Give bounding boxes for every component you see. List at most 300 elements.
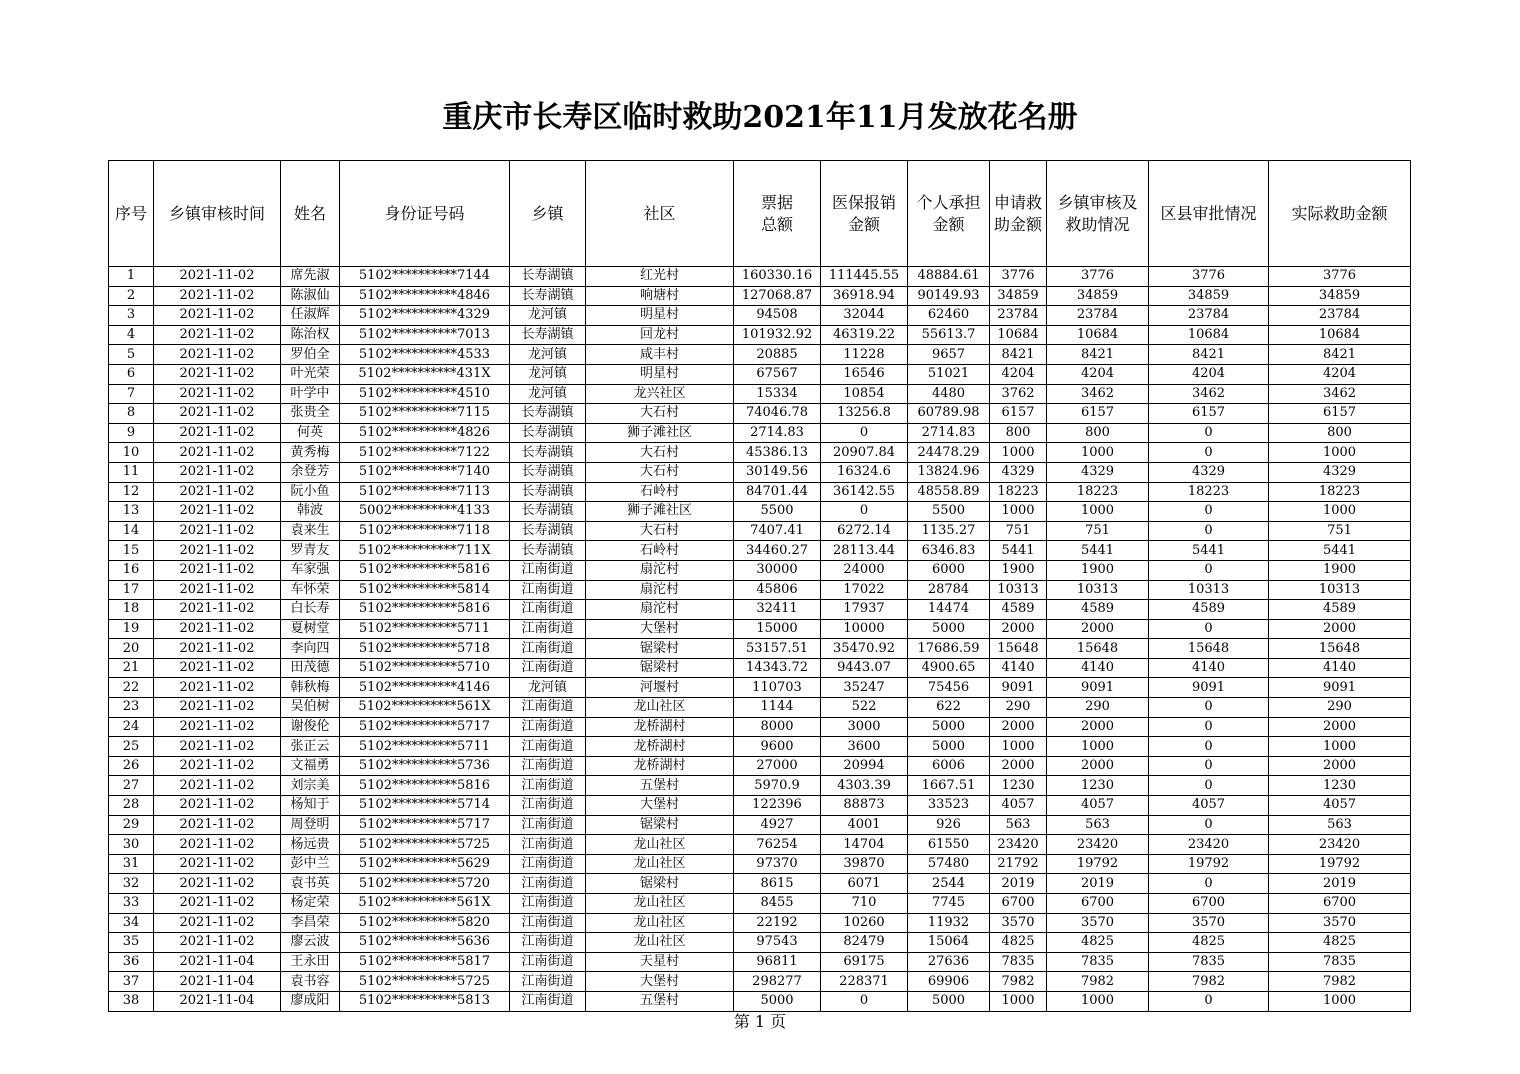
cell-col-personal-burden: 33523 <box>908 796 990 816</box>
table-row <box>109 502 1411 522</box>
cell-col-review-date: 2021-11-02 <box>154 325 281 345</box>
cell-col-review-date: 2021-11-02 <box>154 619 281 639</box>
table-row <box>109 267 1411 287</box>
cell-col-town: 江南街道 <box>510 796 586 816</box>
cell-col-name: 周登明 <box>281 815 340 835</box>
cell-col-index: 13 <box>109 502 154 522</box>
cell-col-name: 彭中兰 <box>281 854 340 874</box>
cell-col-bill-total: 7407.41 <box>734 521 821 541</box>
cell-col-personal-burden: 6000 <box>908 560 990 580</box>
cell-col-town: 江南街道 <box>510 717 586 737</box>
cell-col-town-review: 8421 <box>1047 345 1149 365</box>
cell-col-district-approval: 15648 <box>1149 639 1269 659</box>
header-col-id-number: 身份证号码 <box>340 161 510 267</box>
cell-col-actual-amount: 2000 <box>1269 619 1411 639</box>
cell-col-bill-total: 76254 <box>734 835 821 855</box>
cell-col-bill-total: 34460.27 <box>734 541 821 561</box>
cell-col-insurance-reimbursed: 16546 <box>821 364 908 384</box>
cell-col-community: 锯梁村 <box>586 815 734 835</box>
cell-col-id-number: 5102**********4846 <box>340 286 510 306</box>
cell-col-name: 阮小鱼 <box>281 482 340 502</box>
cell-col-town-review: 18223 <box>1047 482 1149 502</box>
cell-col-actual-amount: 5441 <box>1269 541 1411 561</box>
cell-col-index: 14 <box>109 521 154 541</box>
table-row <box>109 991 1411 1011</box>
table-row <box>109 306 1411 326</box>
cell-col-personal-burden: 15064 <box>908 933 990 953</box>
cell-col-town: 长寿湖镇 <box>510 462 586 482</box>
cell-col-actual-amount: 8421 <box>1269 345 1411 365</box>
cell-col-review-date: 2021-11-02 <box>154 364 281 384</box>
cell-col-review-date: 2021-11-02 <box>154 580 281 600</box>
cell-col-bill-total: 84701.44 <box>734 482 821 502</box>
cell-col-district-approval: 6157 <box>1149 404 1269 424</box>
cell-col-id-number: 5102**********5817 <box>340 952 510 972</box>
cell-col-index: 5 <box>109 345 154 365</box>
cell-col-name: 陈淑仙 <box>281 286 340 306</box>
cell-col-actual-amount: 751 <box>1269 521 1411 541</box>
cell-col-name: 罗伯全 <box>281 345 340 365</box>
cell-col-actual-amount: 2000 <box>1269 717 1411 737</box>
cell-col-id-number: 5102**********4533 <box>340 345 510 365</box>
cell-col-personal-burden: 5000 <box>908 619 990 639</box>
cell-col-name: 叶学中 <box>281 384 340 404</box>
cell-col-review-date: 2021-11-02 <box>154 286 281 306</box>
header-col-town-review: 乡镇审核及 救助情况 <box>1047 161 1149 267</box>
cell-col-district-approval: 10313 <box>1149 580 1269 600</box>
cell-col-town-review: 2000 <box>1047 619 1149 639</box>
cell-col-town: 长寿湖镇 <box>510 482 586 502</box>
cell-col-insurance-reimbursed: 0 <box>821 423 908 443</box>
cell-col-applied-amount: 800 <box>990 423 1047 443</box>
cell-col-community: 红光村 <box>586 267 734 287</box>
table-row <box>109 894 1411 914</box>
cell-col-id-number: 5102**********4510 <box>340 384 510 404</box>
cell-col-town: 长寿湖镇 <box>510 502 586 522</box>
cell-col-community: 龙桥湖村 <box>586 717 734 737</box>
cell-col-insurance-reimbursed: 522 <box>821 698 908 718</box>
cell-col-personal-burden: 4480 <box>908 384 990 404</box>
cell-col-index: 28 <box>109 796 154 816</box>
cell-col-actual-amount: 18223 <box>1269 482 1411 502</box>
cell-col-index: 30 <box>109 835 154 855</box>
cell-col-personal-burden: 6346.83 <box>908 541 990 561</box>
cell-col-district-approval: 34859 <box>1149 286 1269 306</box>
cell-col-applied-amount: 4204 <box>990 364 1047 384</box>
header-col-community: 社区 <box>586 161 734 267</box>
cell-col-town-review: 1000 <box>1047 502 1149 522</box>
cell-col-applied-amount: 1000 <box>990 443 1047 463</box>
cell-col-index: 18 <box>109 600 154 620</box>
cell-col-bill-total: 96811 <box>734 952 821 972</box>
cell-col-index: 37 <box>109 972 154 992</box>
table-row <box>109 286 1411 306</box>
cell-col-bill-total: 8455 <box>734 894 821 914</box>
cell-col-index: 31 <box>109 854 154 874</box>
cell-col-bill-total: 1144 <box>734 698 821 718</box>
cell-col-index: 16 <box>109 560 154 580</box>
cell-col-review-date: 2021-11-02 <box>154 756 281 776</box>
cell-col-district-approval: 3776 <box>1149 267 1269 287</box>
cell-col-town: 江南街道 <box>510 815 586 835</box>
cell-col-actual-amount: 2019 <box>1269 874 1411 894</box>
cell-col-personal-burden: 6006 <box>908 756 990 776</box>
cell-col-community: 扇沱村 <box>586 560 734 580</box>
cell-col-name: 谢俊伦 <box>281 717 340 737</box>
cell-col-review-date: 2021-11-02 <box>154 894 281 914</box>
cell-col-town-review: 6157 <box>1047 404 1149 424</box>
cell-col-index: 4 <box>109 325 154 345</box>
cell-col-community: 龙山社区 <box>586 933 734 953</box>
cell-col-bill-total: 9600 <box>734 737 821 757</box>
cell-col-community: 扇沱村 <box>586 580 734 600</box>
table-row <box>109 796 1411 816</box>
cell-col-id-number: 5102**********5725 <box>340 972 510 992</box>
cell-col-bill-total: 4927 <box>734 815 821 835</box>
cell-col-personal-burden: 5000 <box>908 991 990 1011</box>
cell-col-actual-amount: 1000 <box>1269 991 1411 1011</box>
header-col-applied-amount: 申请救 助金额 <box>990 161 1047 267</box>
relief-roster-table <box>108 160 1411 1012</box>
cell-col-town: 龙河镇 <box>510 345 586 365</box>
cell-col-insurance-reimbursed: 4303.39 <box>821 776 908 796</box>
cell-col-town-review: 10684 <box>1047 325 1149 345</box>
cell-col-index: 33 <box>109 894 154 914</box>
cell-col-personal-burden: 4900.65 <box>908 658 990 678</box>
cell-col-insurance-reimbursed: 24000 <box>821 560 908 580</box>
cell-col-insurance-reimbursed: 3600 <box>821 737 908 757</box>
table-row <box>109 384 1411 404</box>
cell-col-insurance-reimbursed: 6071 <box>821 874 908 894</box>
cell-col-applied-amount: 2019 <box>990 874 1047 894</box>
cell-col-applied-amount: 10684 <box>990 325 1047 345</box>
cell-col-actual-amount: 10313 <box>1269 580 1411 600</box>
cell-col-name: 罗青友 <box>281 541 340 561</box>
cell-col-actual-amount: 290 <box>1269 698 1411 718</box>
cell-col-community: 大堡村 <box>586 619 734 639</box>
cell-col-actual-amount: 34859 <box>1269 286 1411 306</box>
cell-col-index: 1 <box>109 267 154 287</box>
cell-col-id-number: 5102**********7013 <box>340 325 510 345</box>
cell-col-index: 2 <box>109 286 154 306</box>
cell-col-bill-total: 22192 <box>734 913 821 933</box>
cell-col-applied-amount: 9091 <box>990 678 1047 698</box>
cell-col-applied-amount: 1900 <box>990 560 1047 580</box>
cell-col-personal-burden: 622 <box>908 698 990 718</box>
cell-col-community: 大石村 <box>586 462 734 482</box>
cell-col-name: 陈治权 <box>281 325 340 345</box>
cell-col-name: 黄秀梅 <box>281 443 340 463</box>
cell-col-id-number: 5102**********7122 <box>340 443 510 463</box>
cell-col-district-approval: 4204 <box>1149 364 1269 384</box>
cell-col-insurance-reimbursed: 14704 <box>821 835 908 855</box>
cell-col-actual-amount: 3462 <box>1269 384 1411 404</box>
cell-col-district-approval: 4589 <box>1149 600 1269 620</box>
cell-col-town-review: 1000 <box>1047 443 1149 463</box>
cell-col-community: 龙山社区 <box>586 894 734 914</box>
cell-col-applied-amount: 15648 <box>990 639 1047 659</box>
cell-col-town-review: 9091 <box>1047 678 1149 698</box>
cell-col-actual-amount: 1900 <box>1269 560 1411 580</box>
cell-col-insurance-reimbursed: 0 <box>821 502 908 522</box>
cell-col-bill-total: 27000 <box>734 756 821 776</box>
cell-col-name: 田茂德 <box>281 658 340 678</box>
cell-col-applied-amount: 34859 <box>990 286 1047 306</box>
cell-col-index: 15 <box>109 541 154 561</box>
cell-col-community: 锯梁村 <box>586 874 734 894</box>
cell-col-index: 26 <box>109 756 154 776</box>
cell-col-index: 23 <box>109 698 154 718</box>
cell-col-applied-amount: 751 <box>990 521 1047 541</box>
table-row <box>109 619 1411 639</box>
cell-col-applied-amount: 290 <box>990 698 1047 718</box>
cell-col-community: 大堡村 <box>586 972 734 992</box>
cell-col-community: 咸丰村 <box>586 345 734 365</box>
cell-col-town: 江南街道 <box>510 580 586 600</box>
header-col-town: 乡镇 <box>510 161 586 267</box>
cell-col-bill-total: 8615 <box>734 874 821 894</box>
cell-col-review-date: 2021-11-04 <box>154 952 281 972</box>
cell-col-town-review: 23420 <box>1047 835 1149 855</box>
cell-col-id-number: 5102**********5816 <box>340 600 510 620</box>
cell-col-name: 席先淑 <box>281 267 340 287</box>
cell-col-community: 扇沱村 <box>586 600 734 620</box>
cell-col-insurance-reimbursed: 46319.22 <box>821 325 908 345</box>
cell-col-personal-burden: 55613.7 <box>908 325 990 345</box>
cell-col-bill-total: 14343.72 <box>734 658 821 678</box>
cell-col-name: 袁书英 <box>281 874 340 894</box>
cell-col-town: 江南街道 <box>510 894 586 914</box>
cell-col-town-review: 800 <box>1047 423 1149 443</box>
table-row <box>109 364 1411 384</box>
cell-col-actual-amount: 3776 <box>1269 267 1411 287</box>
cell-col-bill-total: 97370 <box>734 854 821 874</box>
cell-col-id-number: 5102**********5711 <box>340 619 510 639</box>
cell-col-town: 长寿湖镇 <box>510 267 586 287</box>
cell-col-review-date: 2021-11-02 <box>154 698 281 718</box>
cell-col-community: 大堡村 <box>586 796 734 816</box>
cell-col-name: 文福勇 <box>281 756 340 776</box>
cell-col-name: 余登芳 <box>281 462 340 482</box>
cell-col-bill-total: 110703 <box>734 678 821 698</box>
cell-col-applied-amount: 3776 <box>990 267 1047 287</box>
cell-col-personal-burden: 57480 <box>908 854 990 874</box>
cell-col-insurance-reimbursed: 32044 <box>821 306 908 326</box>
cell-col-town-review: 1000 <box>1047 737 1149 757</box>
cell-col-community: 狮子滩社区 <box>586 502 734 522</box>
table-header-row <box>109 161 1411 267</box>
cell-col-town: 江南街道 <box>510 835 586 855</box>
cell-col-id-number: 5102**********5717 <box>340 717 510 737</box>
header-col-district-approval: 区县审批情况 <box>1149 161 1269 267</box>
cell-col-bill-total: 74046.78 <box>734 404 821 424</box>
cell-col-insurance-reimbursed: 35247 <box>821 678 908 698</box>
cell-col-applied-amount: 18223 <box>990 482 1047 502</box>
cell-col-review-date: 2021-11-02 <box>154 267 281 287</box>
cell-col-town-review: 2000 <box>1047 717 1149 737</box>
cell-col-bill-total: 32411 <box>734 600 821 620</box>
cell-col-id-number: 5102**********5720 <box>340 874 510 894</box>
cell-col-applied-amount: 6700 <box>990 894 1047 914</box>
table-row <box>109 443 1411 463</box>
cell-col-id-number: 5102**********4146 <box>340 678 510 698</box>
cell-col-town-review: 1900 <box>1047 560 1149 580</box>
cell-col-id-number: 5102**********561X <box>340 894 510 914</box>
cell-col-community: 龙兴社区 <box>586 384 734 404</box>
cell-col-community: 五堡村 <box>586 776 734 796</box>
cell-col-name: 杨远贵 <box>281 835 340 855</box>
cell-col-applied-amount: 7982 <box>990 972 1047 992</box>
cell-col-town-review: 3776 <box>1047 267 1149 287</box>
cell-col-index: 34 <box>109 913 154 933</box>
cell-col-insurance-reimbursed: 9443.07 <box>821 658 908 678</box>
cell-col-district-approval: 5441 <box>1149 541 1269 561</box>
cell-col-applied-amount: 4589 <box>990 600 1047 620</box>
cell-col-id-number: 5102**********431X <box>340 364 510 384</box>
cell-col-review-date: 2021-11-02 <box>154 345 281 365</box>
cell-col-town-review: 3462 <box>1047 384 1149 404</box>
cell-col-community: 龙桥湖村 <box>586 737 734 757</box>
cell-col-review-date: 2021-11-04 <box>154 991 281 1011</box>
cell-col-index: 6 <box>109 364 154 384</box>
cell-col-town: 长寿湖镇 <box>510 521 586 541</box>
cell-col-personal-burden: 1135.27 <box>908 521 990 541</box>
cell-col-name: 韩秋梅 <box>281 678 340 698</box>
cell-col-town-review: 10313 <box>1047 580 1149 600</box>
cell-col-community: 狮子滩社区 <box>586 423 734 443</box>
cell-col-id-number: 5002**********4133 <box>340 502 510 522</box>
cell-col-applied-amount: 5441 <box>990 541 1047 561</box>
cell-col-personal-burden: 11932 <box>908 913 990 933</box>
cell-col-community: 龙山社区 <box>586 913 734 933</box>
cell-col-applied-amount: 23420 <box>990 835 1047 855</box>
cell-col-bill-total: 127068.87 <box>734 286 821 306</box>
cell-col-applied-amount: 7835 <box>990 952 1047 972</box>
cell-col-applied-amount: 4329 <box>990 462 1047 482</box>
cell-col-personal-burden: 13824.96 <box>908 462 990 482</box>
cell-col-id-number: 5102**********4826 <box>340 423 510 443</box>
cell-col-bill-total: 5000 <box>734 991 821 1011</box>
cell-col-review-date: 2021-11-02 <box>154 796 281 816</box>
cell-col-community: 锯梁村 <box>586 639 734 659</box>
cell-col-actual-amount: 4057 <box>1269 796 1411 816</box>
cell-col-index: 20 <box>109 639 154 659</box>
cell-col-personal-burden: 28784 <box>908 580 990 600</box>
cell-col-insurance-reimbursed: 20907.84 <box>821 443 908 463</box>
cell-col-actual-amount: 10684 <box>1269 325 1411 345</box>
cell-col-name: 杨定荣 <box>281 894 340 914</box>
cell-col-town: 龙河镇 <box>510 364 586 384</box>
cell-col-actual-amount: 6157 <box>1269 404 1411 424</box>
table-row <box>109 541 1411 561</box>
cell-col-town: 龙河镇 <box>510 384 586 404</box>
cell-col-insurance-reimbursed: 11228 <box>821 345 908 365</box>
cell-col-review-date: 2021-11-02 <box>154 560 281 580</box>
cell-col-personal-burden: 51021 <box>908 364 990 384</box>
cell-col-insurance-reimbursed: 35470.92 <box>821 639 908 659</box>
cell-col-review-date: 2021-11-02 <box>154 913 281 933</box>
cell-col-id-number: 5102**********5629 <box>340 854 510 874</box>
cell-col-review-date: 2021-11-02 <box>154 600 281 620</box>
cell-col-personal-burden: 90149.93 <box>908 286 990 306</box>
cell-col-personal-burden: 61550 <box>908 835 990 855</box>
cell-col-bill-total: 15334 <box>734 384 821 404</box>
cell-col-applied-amount: 10313 <box>990 580 1047 600</box>
cell-col-town: 长寿湖镇 <box>510 541 586 561</box>
cell-col-town: 龙河镇 <box>510 306 586 326</box>
cell-col-review-date: 2021-11-02 <box>154 678 281 698</box>
cell-col-bill-total: 20885 <box>734 345 821 365</box>
cell-col-community: 龙桥湖村 <box>586 756 734 776</box>
cell-col-index: 12 <box>109 482 154 502</box>
cell-col-insurance-reimbursed: 228371 <box>821 972 908 992</box>
cell-col-insurance-reimbursed: 36918.94 <box>821 286 908 306</box>
cell-col-actual-amount: 2000 <box>1269 756 1411 776</box>
table-row <box>109 325 1411 345</box>
cell-col-name: 张贵全 <box>281 404 340 424</box>
cell-col-id-number: 5102**********7118 <box>340 521 510 541</box>
cell-col-review-date: 2021-11-02 <box>154 443 281 463</box>
cell-col-district-approval: 0 <box>1149 502 1269 522</box>
table-row <box>109 933 1411 953</box>
cell-col-bill-total: 122396 <box>734 796 821 816</box>
cell-col-name: 张正云 <box>281 737 340 757</box>
cell-col-name: 李向四 <box>281 639 340 659</box>
cell-col-bill-total: 5500 <box>734 502 821 522</box>
cell-col-town: 长寿湖镇 <box>510 443 586 463</box>
cell-col-district-approval: 4825 <box>1149 933 1269 953</box>
cell-col-town-review: 5441 <box>1047 541 1149 561</box>
cell-col-index: 17 <box>109 580 154 600</box>
cell-col-town: 长寿湖镇 <box>510 325 586 345</box>
cell-col-personal-burden: 9657 <box>908 345 990 365</box>
cell-col-name: 叶光荣 <box>281 364 340 384</box>
cell-col-personal-burden: 60789.98 <box>908 404 990 424</box>
cell-col-index: 29 <box>109 815 154 835</box>
cell-col-community: 大石村 <box>586 443 734 463</box>
cell-col-actual-amount: 800 <box>1269 423 1411 443</box>
cell-col-index: 11 <box>109 462 154 482</box>
cell-col-town: 江南街道 <box>510 560 586 580</box>
cell-col-actual-amount: 4589 <box>1269 600 1411 620</box>
cell-col-name: 韩波 <box>281 502 340 522</box>
table-row <box>109 560 1411 580</box>
cell-col-town: 江南街道 <box>510 874 586 894</box>
cell-col-actual-amount: 9091 <box>1269 678 1411 698</box>
cell-col-index: 3 <box>109 306 154 326</box>
cell-col-district-approval: 0 <box>1149 521 1269 541</box>
table-row <box>109 776 1411 796</box>
cell-col-name: 车怀荣 <box>281 580 340 600</box>
cell-col-review-date: 2021-11-02 <box>154 874 281 894</box>
cell-col-index: 21 <box>109 658 154 678</box>
header-col-review-date: 乡镇审核时间 <box>154 161 281 267</box>
cell-col-insurance-reimbursed: 28113.44 <box>821 541 908 561</box>
cell-col-name: 夏树堂 <box>281 619 340 639</box>
cell-col-district-approval: 23420 <box>1149 835 1269 855</box>
cell-col-community: 河堰村 <box>586 678 734 698</box>
cell-col-index: 32 <box>109 874 154 894</box>
cell-col-town-review: 23784 <box>1047 306 1149 326</box>
cell-col-town: 江南街道 <box>510 658 586 678</box>
cell-col-id-number: 5102**********561X <box>340 698 510 718</box>
cell-col-actual-amount: 23784 <box>1269 306 1411 326</box>
cell-col-review-date: 2021-11-04 <box>154 972 281 992</box>
cell-col-actual-amount: 4140 <box>1269 658 1411 678</box>
cell-col-review-date: 2021-11-02 <box>154 658 281 678</box>
cell-col-district-approval: 18223 <box>1149 482 1269 502</box>
cell-col-id-number: 5102**********5711 <box>340 737 510 757</box>
